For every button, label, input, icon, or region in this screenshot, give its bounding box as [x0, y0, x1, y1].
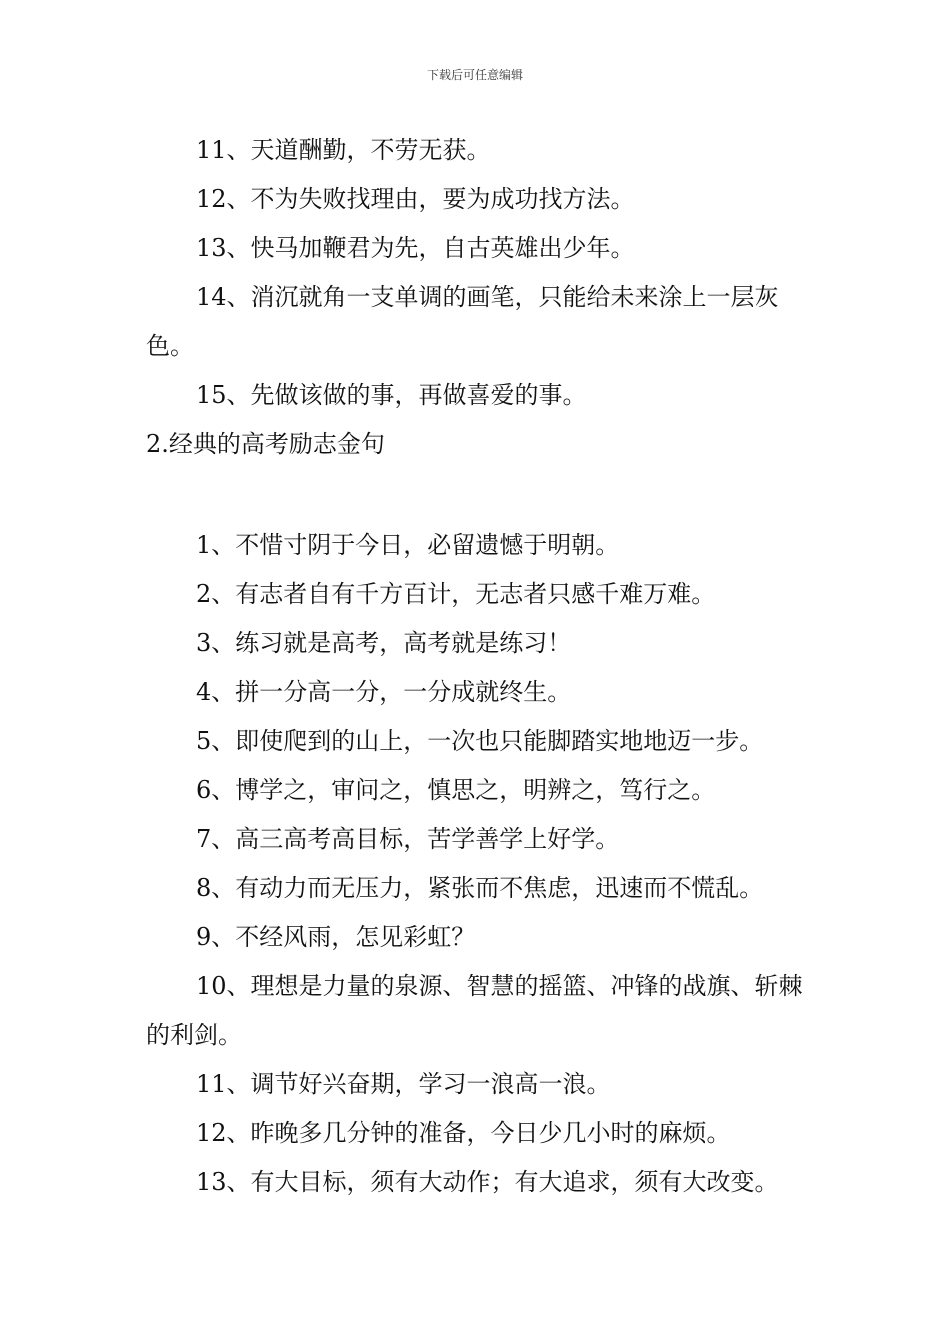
list-item: 9、不经风雨，怎见彩虹？ [196, 923, 476, 951]
list-item: 14、消沉就角一支单调的画笔，只能给未来涂上一层灰色。 [146, 283, 779, 360]
list-item: 3、练习就是高考，高考就是练习！ [196, 629, 572, 657]
list-item: 11、调节好兴奋期，学习一浪高一浪。 [196, 1070, 611, 1098]
list-item: 2、有志者自有千方百计，无志者只感千难万难。 [196, 580, 716, 608]
list-item: 6、博学之，审问之，慎思之，明辨之，笃行之。 [196, 776, 716, 804]
list-item: 4、拼一分高一分，一分成就终生。 [196, 678, 572, 706]
list-item: 15、先做该做的事，再做喜爱的事。 [196, 381, 587, 409]
list-item: 5、即使爬到的山上，一次也只能脚踏实地地迈一步。 [196, 727, 764, 755]
page-header-note: 下载后可任意编辑 [426, 68, 523, 82]
section-spacer [146, 469, 826, 521]
list-item: 1、不惜寸阴于今日，必留遗憾于明朝。 [196, 531, 620, 559]
list-item: 13、快马加鞭君为先，自古英雄出少年。 [196, 234, 635, 262]
section-heading: 2.经典的高考励志金句 [146, 430, 385, 458]
list-item: 12、昨晚多几分钟的准备，今日少几小时的麻烦。 [196, 1119, 731, 1147]
document-body [146, 126, 826, 1207]
list-item: 10、理想是力量的泉源、智慧的摇篮、冲锋的战旗、斩棘的利剑。 [146, 972, 803, 1049]
list-item: 8、有动力而无压力，紧张而不焦虑，迅速而不慌乱。 [196, 874, 764, 902]
list-item: 7、高三高考高目标，苦学善学上好学。 [196, 825, 620, 853]
list-item: 12、不为失败找理由，要为成功找方法。 [196, 185, 635, 213]
list-item: 13、有大目标，须有大动作；有大追求，须有大改变。 [196, 1168, 779, 1196]
list-item: 11、天道酬勤，不劳无获。 [196, 136, 491, 164]
